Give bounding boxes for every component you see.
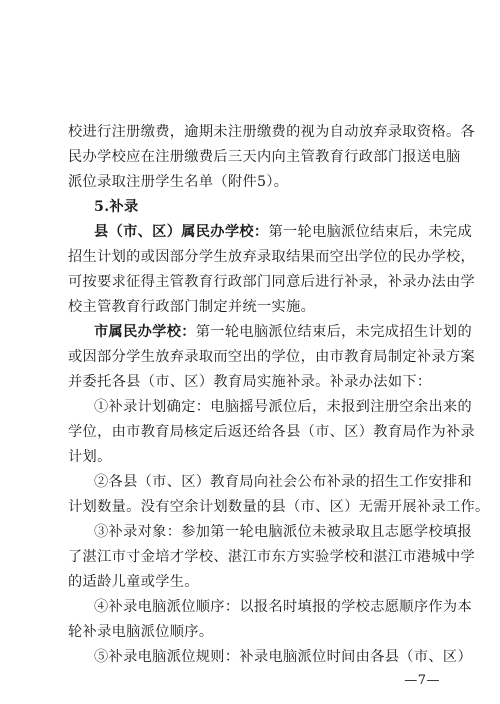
text-line: 派位录取注册学生名单（附件5）。 (68, 174, 289, 190)
text-line: 了湛江市寸金培才学校、湛江市东方实验学校和湛江市港城中学 (68, 549, 476, 565)
paragraph-first-line (94, 222, 472, 242)
text-span: 第一轮电脑派位结束后，未完成招生计划的 (195, 324, 472, 340)
text-line: 的适龄儿童或学生。 (68, 574, 199, 590)
text-line: 招生计划的或因部分学生放弃录取结果而空出学位的民办学校， (68, 249, 476, 265)
paragraph-first-line (94, 322, 472, 342)
list-item-4: ④补录电脑派位顺序：以报名时填报的学校志愿顺序作为本 (94, 599, 472, 615)
text-line: 计划数量。没有空余计划数量的县（市、区）无需开展补录工作。 (68, 499, 490, 515)
text-line: 学位，由市教育局核定后返还给各县（市、区）教育局作为补录 (68, 424, 476, 440)
text-line: 或因部分学生放弃录取而空出的学位，由市教育局制定补录方案 (68, 349, 476, 365)
page-number: —7— (404, 673, 440, 688)
subheading-city-schools: 市属民办学校： (94, 324, 196, 340)
text-line: 校主管教育行政部门制定并统一实施。 (68, 299, 316, 315)
list-item-3: ③补录对象：参加第一轮电脑派位未被录取且志愿学校填报 (94, 524, 472, 540)
list-item-2: ②各县（市、区）教育局向社会公布补录的招生工作安排和 (94, 474, 472, 490)
text-line: 计划。 (68, 449, 112, 465)
text-span: 第一轮电脑派位结束后，未完成 (268, 224, 472, 240)
text-line: 校进行注册缴费，逾期未注册缴费的视为自动放弃录取资格。各 (68, 124, 476, 140)
list-item-1: ①补录计划确定：电脑摇号派位后，未报到注册空余出来的 (94, 399, 472, 415)
text-line: 民办学校应在注册缴费后三天内向主管教育行政部门报送电脑 (68, 149, 461, 165)
list-item-5: ⑤补录电脑派位规则：补录电脑派位时间由各县（市、区） (94, 649, 472, 665)
section-heading: 5.补录 (94, 199, 139, 215)
text-line: 并委托各县（市、区）教育局实施补录。补录办法如下： (68, 374, 432, 390)
text-line: 可按要求征得主管教育行政部门同意后进行补录，补录办法由学 (68, 274, 476, 290)
text-line: 轮补录电脑派位顺序。 (68, 624, 214, 640)
subheading-county-schools: 县（市、区）属民办学校： (94, 224, 269, 240)
